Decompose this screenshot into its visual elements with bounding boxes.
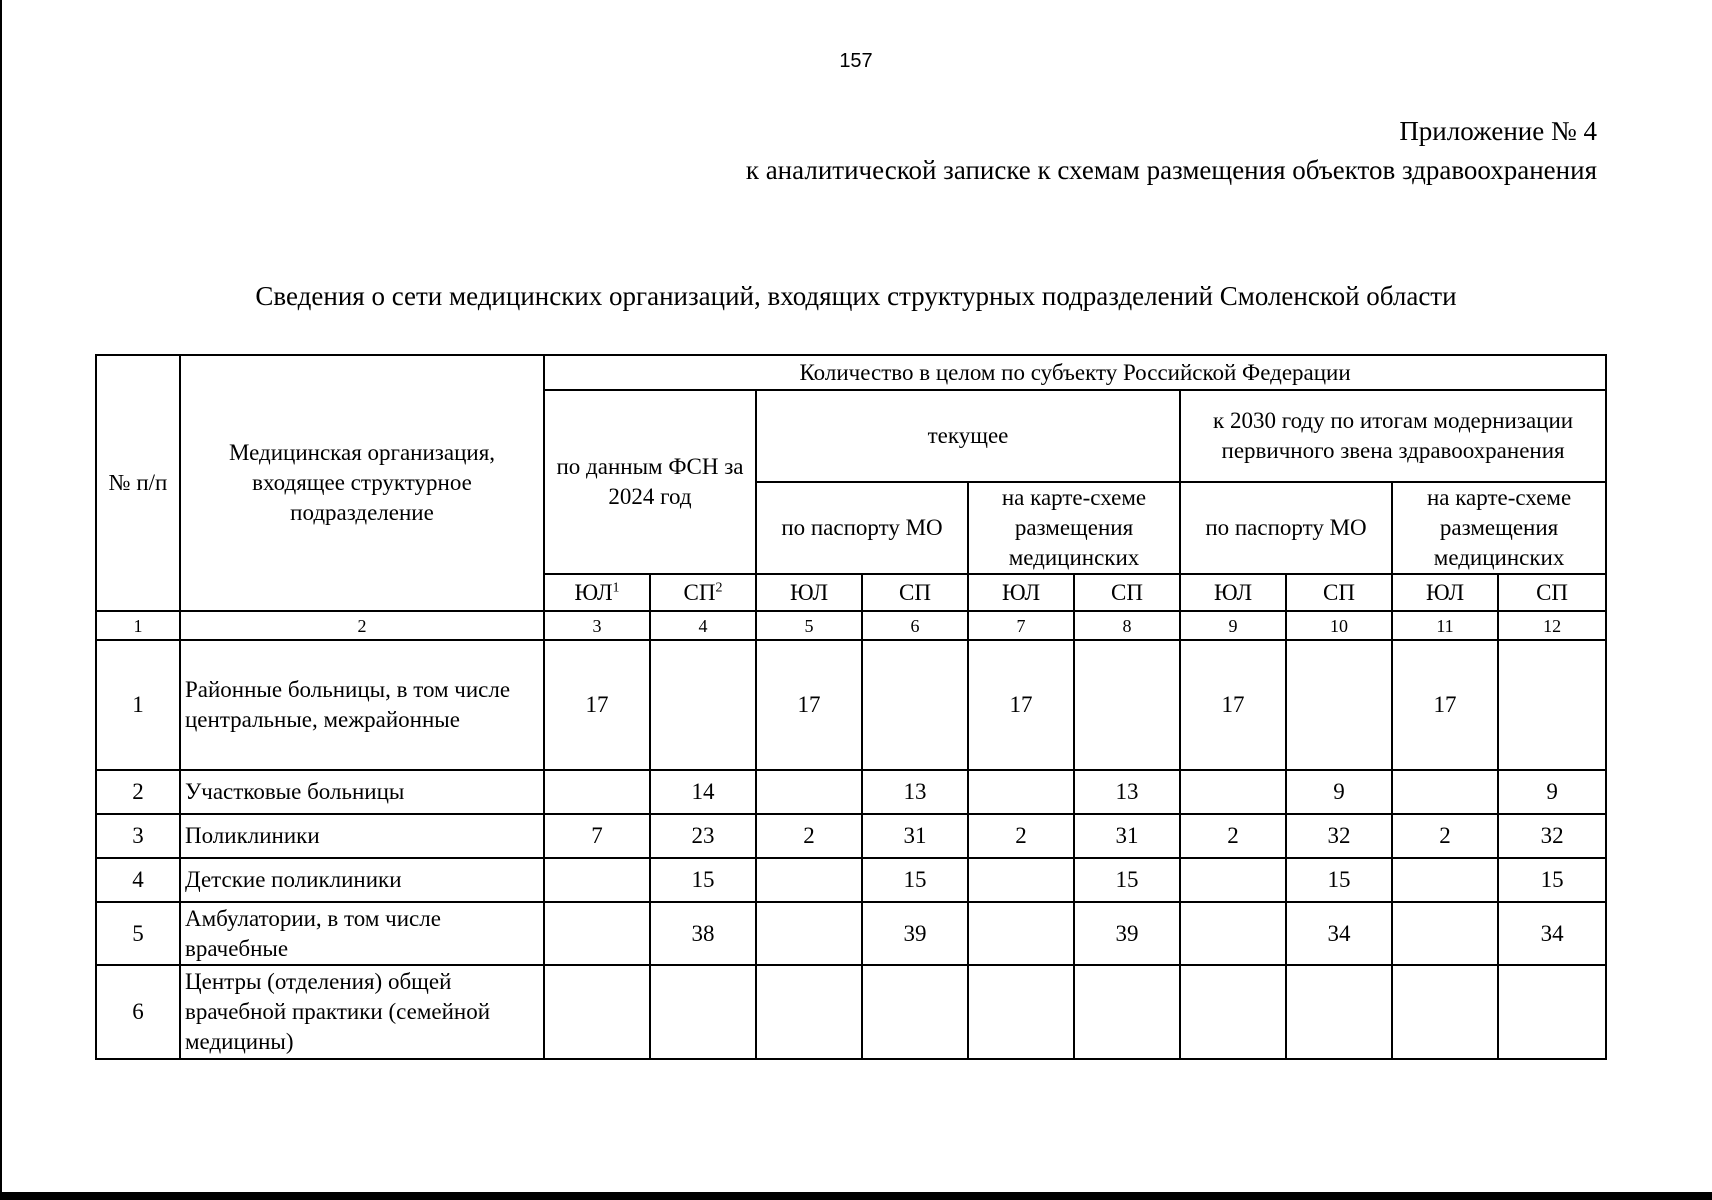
cell-value	[544, 770, 650, 814]
table-row	[96, 965, 1606, 1059]
cell-value	[756, 858, 862, 902]
header-by-2030: к 2030 году по итогам модернизации первичного звена здравоохранения	[1180, 390, 1606, 482]
header-sp-fsn	[650, 574, 756, 611]
header-row-1	[96, 355, 1606, 390]
column-number: 2	[180, 611, 544, 640]
appendix-number: Приложение № 4	[1399, 116, 1597, 146]
row-number: 6	[96, 965, 180, 1059]
column-number: 11	[1392, 611, 1498, 640]
cell-value	[862, 640, 968, 770]
cell-value	[1074, 965, 1180, 1059]
header-yul: ЮЛ	[1180, 574, 1286, 611]
footnote-1: 1	[612, 579, 620, 595]
cell-value	[968, 965, 1074, 1059]
table-row	[96, 640, 1606, 770]
header-sp: СП	[862, 574, 968, 611]
organization-name: Центры (отделения) общей врачебной практики (семейной медицины)	[180, 965, 544, 1059]
cell-value: 13	[862, 770, 968, 814]
cell-value: 17	[1180, 640, 1286, 770]
table-row	[96, 770, 1606, 814]
cell-value	[756, 902, 862, 965]
organization-name: Участковые больницы	[180, 770, 544, 814]
column-number: 3	[544, 611, 650, 640]
cell-value	[1180, 858, 1286, 902]
column-number: 9	[1180, 611, 1286, 640]
cell-value: 2	[1180, 814, 1286, 858]
cell-value	[756, 965, 862, 1059]
column-number: 10	[1286, 611, 1392, 640]
header-fsn-2024: по данным ФСН за 2024 год	[544, 390, 756, 574]
cell-value: 14	[650, 770, 756, 814]
header-yul: ЮЛ	[1392, 574, 1498, 611]
page-bottom-edge	[0, 1192, 1712, 1200]
footnote-2: 2	[715, 579, 723, 595]
organization-name: Детские поликлиники	[180, 858, 544, 902]
cell-value: 32	[1498, 814, 1606, 858]
header-yul: ЮЛ	[756, 574, 862, 611]
cell-value	[968, 858, 1074, 902]
cell-value: 2	[1392, 814, 1498, 858]
cell-value	[544, 902, 650, 965]
yul-label: ЮЛ	[574, 579, 613, 605]
cell-value: 15	[650, 858, 756, 902]
cell-value: 39	[862, 902, 968, 965]
cell-value: 34	[1498, 902, 1606, 965]
column-number: 5	[756, 611, 862, 640]
cell-value	[1392, 858, 1498, 902]
cell-value	[650, 965, 756, 1059]
column-number: 8	[1074, 611, 1180, 640]
cell-value: 7	[544, 814, 650, 858]
cell-value: 32	[1286, 814, 1392, 858]
column-number: 7	[968, 611, 1074, 640]
table-row	[96, 858, 1606, 902]
cell-value: 17	[756, 640, 862, 770]
row-number: 4	[96, 858, 180, 902]
appendix-header	[746, 112, 1597, 190]
cell-value: 15	[1074, 858, 1180, 902]
page-left-edge	[0, 0, 2, 1192]
cell-value	[650, 640, 756, 770]
row-number: 5	[96, 902, 180, 965]
cell-value: 17	[1392, 640, 1498, 770]
cell-value	[1392, 965, 1498, 1059]
cell-value: 15	[1286, 858, 1392, 902]
header-map-scheme-current: на карте-схеме размещения медицинских	[968, 482, 1180, 574]
row-number: 2	[96, 770, 180, 814]
header-organization: Медицинская организация, входящее структурное подразделение	[180, 355, 544, 611]
header-yul-fsn	[544, 574, 650, 611]
organization-name: Районные больницы, в том числе центральные, межрайонные	[180, 640, 544, 770]
header-map-scheme-2030: на карте-схеме размещения медицинских	[1392, 482, 1606, 574]
header-current: текущее	[756, 390, 1180, 482]
header-sp: СП	[1286, 574, 1392, 611]
cell-value	[756, 770, 862, 814]
organization-name: Поликлиники	[180, 814, 544, 858]
cell-value	[1498, 965, 1606, 1059]
cell-value: 17	[544, 640, 650, 770]
cell-value: 31	[862, 814, 968, 858]
cell-value	[968, 902, 1074, 965]
cell-value	[1180, 770, 1286, 814]
cell-value: 31	[1074, 814, 1180, 858]
header-passport-current: по паспорту МО	[756, 482, 968, 574]
header-sp: СП	[1498, 574, 1606, 611]
cell-value: 9	[1286, 770, 1392, 814]
cell-value	[968, 770, 1074, 814]
column-number: 6	[862, 611, 968, 640]
column-number: 12	[1498, 611, 1606, 640]
header-yul: ЮЛ	[968, 574, 1074, 611]
column-number: 4	[650, 611, 756, 640]
cell-value: 38	[650, 902, 756, 965]
sp-label: СП	[683, 579, 716, 605]
cell-value	[1392, 902, 1498, 965]
row-number: 3	[96, 814, 180, 858]
cell-value: 2	[968, 814, 1074, 858]
cell-value	[544, 858, 650, 902]
cell-value	[544, 965, 650, 1059]
cell-value: 15	[862, 858, 968, 902]
cell-value	[1180, 965, 1286, 1059]
cell-value: 9	[1498, 770, 1606, 814]
header-total-group: Количество в целом по субъекту Российской Федерации	[544, 355, 1606, 390]
row-number: 1	[96, 640, 180, 770]
table-row	[96, 902, 1606, 965]
appendix-subtitle: к аналитической записке к схемам размещения объектов здравоохранения	[745, 155, 1597, 185]
document-title: Сведения о сети медицинских организаций, входящих структурных подразделений Смоленской области	[255, 281, 1457, 311]
cell-value: 15	[1498, 858, 1606, 902]
header-passport-2030: по паспорту МО	[1180, 482, 1392, 574]
table-row	[96, 814, 1606, 858]
cell-value	[1286, 965, 1392, 1059]
cell-value	[1286, 640, 1392, 770]
cell-value	[1074, 640, 1180, 770]
cell-value: 23	[650, 814, 756, 858]
data-table	[95, 354, 1607, 1060]
column-number: 1	[96, 611, 180, 640]
cell-value: 17	[968, 640, 1074, 770]
cell-value	[1498, 640, 1606, 770]
header-num: № п/п	[96, 355, 180, 611]
column-number-row	[96, 611, 1606, 640]
cell-value: 13	[1074, 770, 1180, 814]
organization-name: Амбулатории, в том числе врачебные	[180, 902, 544, 965]
cell-value	[862, 965, 968, 1059]
header-sp: СП	[1074, 574, 1180, 611]
cell-value: 39	[1074, 902, 1180, 965]
cell-value: 34	[1286, 902, 1392, 965]
cell-value: 2	[756, 814, 862, 858]
page-number: 157	[839, 50, 873, 72]
cell-value	[1392, 770, 1498, 814]
cell-value	[1180, 902, 1286, 965]
